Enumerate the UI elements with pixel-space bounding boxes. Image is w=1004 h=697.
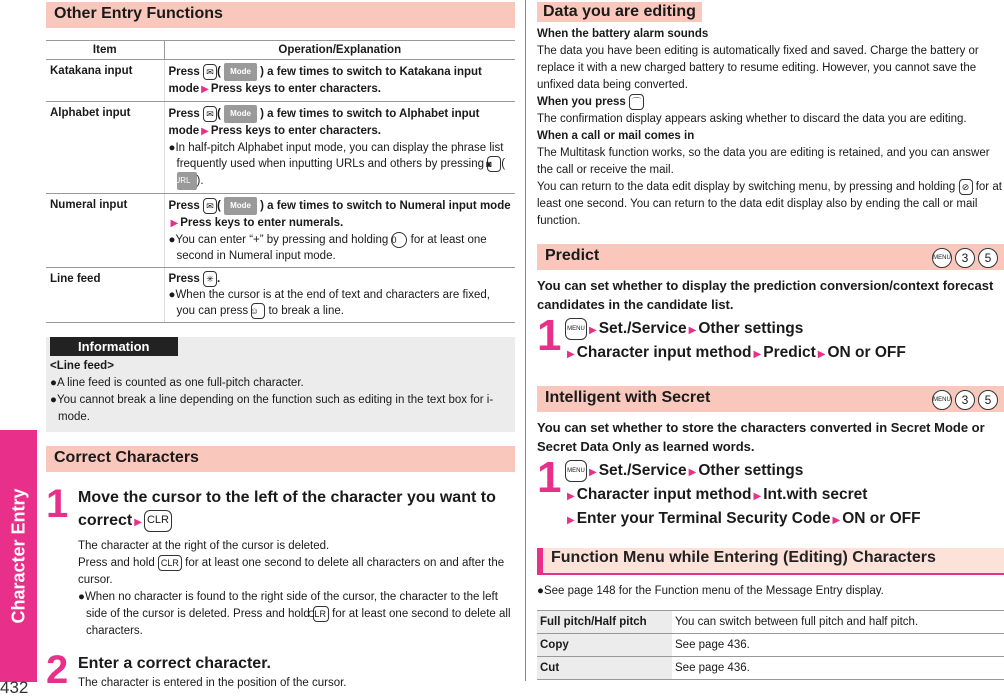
- op-text: Press: [168, 273, 204, 286]
- op-text: Press: [168, 108, 204, 121]
- star-key-icon: ✳: [203, 271, 217, 287]
- intelligent-description: You can set whether to store the characters converted in Secret Mode or Secret Data Only as learned words.: [537, 420, 985, 455]
- fm-value: You can switch between full pitch and half pitch.: [672, 611, 1004, 634]
- arrow-icon: ▶: [753, 491, 762, 503]
- step-title: [78, 486, 515, 534]
- column-divider: [525, 0, 526, 681]
- function-menu-header: Function Menu while Entering (Editing) Characters: [537, 548, 1004, 575]
- arrow-icon: ▶: [688, 325, 697, 337]
- mail-key-icon: ✉: [203, 106, 217, 122]
- step-title: Enter a correct character.: [78, 655, 271, 673]
- row-op: [164, 268, 515, 323]
- path-item: Set./Service: [598, 320, 687, 338]
- key-5-icon: 5: [978, 248, 998, 268]
- bullet-icon: ●: [50, 394, 57, 407]
- bullet-icon: ●: [168, 142, 176, 154]
- editing-text: The Multitask function works, so the data you are editing is retained, and you can answer the call or receive the mail.: [537, 147, 990, 177]
- enter-key-icon: ☺: [251, 303, 265, 319]
- table-header-row: [46, 41, 515, 60]
- op-text: ) a few times to switch to Numeral input mode: [256, 200, 511, 213]
- step-path: [565, 318, 1004, 366]
- bullet-note: [78, 589, 515, 640]
- step-number: 1: [46, 482, 69, 527]
- intelligent-header: [537, 386, 1004, 412]
- key-3-icon: 3: [955, 390, 975, 410]
- bullet-icon: ●: [50, 377, 57, 390]
- left-column: [46, 2, 515, 692]
- table-row: [46, 194, 515, 268]
- arrow-icon: ▶: [589, 325, 597, 337]
- op-text: (: [217, 200, 225, 213]
- editing-subhead: When the battery alarm sounds: [537, 28, 709, 40]
- other-entry-header: Other Entry Functions: [46, 2, 515, 28]
- step-body: [78, 538, 515, 640]
- side-tab-label: Character Entry: [8, 488, 28, 624]
- menu-key-icon: MENU: [565, 460, 587, 482]
- page-number: 432: [0, 678, 29, 697]
- path-item: Int.with secret: [763, 486, 868, 504]
- menu-sequence: [932, 390, 998, 410]
- mode-badge: Mode: [224, 105, 257, 123]
- step-number: 1: [537, 453, 562, 503]
- information-box: [46, 337, 515, 432]
- text: for at least one second. You can return to the data edit display also by ending the call or mail function.: [537, 181, 1002, 228]
- predict-description: You can set whether to display the prediction conversion/context forecast candidates in the candidate list.: [537, 278, 994, 313]
- row-item: Katakana input: [46, 60, 164, 102]
- op-text: (: [217, 108, 225, 121]
- fm-value: See page 436.: [672, 657, 1004, 680]
- clr-key-icon: CLR: [158, 555, 182, 571]
- note-text: ).: [196, 175, 204, 188]
- step-text: [78, 555, 515, 589]
- info-item: [50, 375, 509, 392]
- info-title: <Line feed>: [50, 360, 114, 373]
- info-text: You cannot break a line depending on the function such as editing in the text box for i-mode.: [56, 394, 494, 424]
- info-text: A line feed is counted as one full-pitch character.: [56, 377, 304, 390]
- arrow-icon: ▶: [817, 349, 826, 361]
- table-row: [46, 102, 515, 194]
- note-text: You can enter “+” by pressing and holding: [175, 234, 392, 247]
- note-text: When the cursor is at the end of text and characters are fixed, you can press: [175, 289, 490, 318]
- bullet-icon: ●: [168, 234, 176, 247]
- mail-key-icon: ✉: [203, 64, 217, 80]
- path-item: Predict: [763, 344, 816, 362]
- menu-key-icon: MENU: [565, 318, 587, 340]
- fm-key: Copy: [537, 634, 672, 657]
- bullet-icon: ●: [78, 591, 85, 604]
- row-op: [164, 60, 515, 102]
- path-item: Enter your Terminal Security Code: [576, 510, 831, 528]
- arrow-icon: ▶: [589, 467, 597, 479]
- arrow-icon: ▶: [567, 491, 575, 503]
- arrow-icon: ▶: [170, 218, 179, 230]
- editing-subhead: When a call or mail comes in: [537, 130, 695, 143]
- text: When no character is found to the right side of the cursor, the character to the left side of the cursor is deleted. Press and hold: [84, 591, 498, 621]
- op-text: (: [217, 66, 225, 79]
- menu-sequence: [932, 248, 998, 268]
- arrow-icon: ▶: [567, 515, 575, 527]
- arrow-icon: ▶: [201, 84, 209, 95]
- op-text: Press keys to enter characters.: [210, 125, 381, 137]
- clr-key-icon: CLR: [144, 510, 172, 532]
- row-item: Alphabet input: [46, 102, 164, 194]
- note-text: to break a line.: [265, 305, 344, 318]
- op-text: Press: [168, 66, 204, 79]
- side-tab-section: [0, 430, 37, 682]
- end-key-icon: ⌒: [629, 94, 644, 110]
- path-item: ON or OFF: [827, 344, 906, 362]
- table-row: [537, 634, 1004, 657]
- editing-text: [537, 179, 1004, 230]
- op-text: Press: [168, 200, 204, 213]
- menu-key-icon: MENU: [932, 390, 952, 410]
- clr-key-icon: CLR: [313, 606, 329, 622]
- menu-key-icon: MENU: [932, 248, 952, 268]
- editing-text: The confirmation display appears asking whether to discard the data you are editing.: [537, 113, 967, 126]
- right-column: [537, 2, 1004, 680]
- other-entry-table: [46, 40, 515, 323]
- editing-text: The data you have been editing is automatically fixed and saved. Charge the battery or replace it with a new charged battery to resume editing. However, you cannot save the unfixed data being converted.: [537, 45, 979, 91]
- bullet-icon: ●: [168, 289, 176, 302]
- path-item: Other settings: [698, 462, 804, 480]
- information-label: Information: [50, 337, 178, 356]
- text: You can return to the data edit display by switching menu, by pressing and holding: [537, 181, 959, 194]
- intelligent-title: Intelligent with Secret: [545, 389, 711, 407]
- path-item: ON or OFF: [842, 510, 921, 528]
- arrow-icon: ▶: [134, 517, 142, 529]
- predict-header: [537, 244, 1004, 270]
- arrow-icon: ▶: [753, 349, 762, 361]
- mail-key-icon: ✉: [203, 198, 217, 214]
- editing-header: Data you are editing: [537, 2, 702, 22]
- bullet-icon: ●: [537, 585, 544, 598]
- mode-badge: Mode: [224, 63, 257, 81]
- text: for at least one second to delete all characters.: [86, 608, 511, 638]
- op-text: ) a few times to switch to Alphabet input mode: [168, 108, 480, 137]
- step-title-text: Move the cursor to the left of the character you want to correct: [78, 489, 496, 530]
- text: Press and hold: [78, 557, 158, 570]
- path-item: Character input method: [576, 344, 752, 362]
- text: When you press: [537, 96, 630, 109]
- zero-key-icon: 0: [391, 232, 407, 248]
- table-row: [46, 60, 515, 102]
- row-op: [164, 102, 515, 194]
- row-item: Line feed: [46, 268, 164, 323]
- fm-key: Full pitch/Half pitch: [537, 611, 672, 634]
- note-text: See page 148 for the Function menu of the Message Entry display.: [543, 585, 884, 598]
- bullet-note: ●In half-pitch Alphabet input mode, you can display the phrase list frequently used when inputting URLs and others by pressing ◙ ( URL ).: [169, 140, 512, 190]
- step-1: [46, 482, 515, 640]
- step-number: 2: [46, 648, 69, 693]
- intelligent-step: [537, 453, 1004, 532]
- table-row: [46, 268, 515, 323]
- arrow-icon: ▶: [688, 467, 697, 479]
- col-op-header: Operation/Explanation: [164, 41, 515, 60]
- info-item: [50, 392, 509, 426]
- function-menu-note: [537, 583, 1004, 600]
- op-text: .: [217, 273, 221, 286]
- op-text: Press keys to enter numerals.: [180, 217, 344, 230]
- url-badge: URL: [177, 172, 197, 190]
- multitask-key-icon: ⊘: [959, 179, 973, 195]
- editing-subhead: [537, 94, 1004, 111]
- key-3-icon: 3: [955, 248, 975, 268]
- path-item: Character input method: [576, 486, 752, 504]
- row-item: Numeral input: [46, 194, 164, 268]
- fm-key: Cut: [537, 657, 672, 680]
- step-text: The character at the right of the cursor is deleted.: [78, 540, 330, 553]
- mode-badge: Mode: [224, 197, 257, 215]
- col-item-header: Item: [46, 41, 164, 60]
- path-item: Set./Service: [598, 462, 687, 480]
- op-text: ) a few times to switch to Katakana input mode: [168, 66, 482, 95]
- bullet-note: [169, 232, 512, 264]
- op-text: Press keys to enter characters.: [210, 83, 381, 95]
- arrow-icon: ▶: [201, 126, 209, 137]
- table-row: [537, 611, 1004, 634]
- fm-value: See page 436.: [672, 634, 1004, 657]
- bullet-note: [169, 287, 512, 319]
- arrow-icon: ▶: [832, 515, 841, 527]
- key-5-icon: 5: [978, 390, 998, 410]
- step-body: The character is entered in the position of the cursor.: [78, 677, 347, 690]
- camera-key-icon: ◙: [487, 156, 501, 172]
- text: for at least one second to delete all characters on and after the cursor.: [78, 557, 505, 587]
- step-2: [46, 648, 515, 693]
- arrow-icon: ▶: [567, 349, 575, 361]
- step-path: [565, 460, 1004, 532]
- function-menu-table: [537, 610, 1004, 680]
- correct-characters-header: Correct Characters: [46, 446, 515, 472]
- note-text: In half-pitch Alphabet input mode, you can display the phrase list frequently used when inputting URLs and others by pressing: [175, 142, 504, 171]
- table-row: [537, 657, 1004, 680]
- path-item: Other settings: [698, 320, 804, 338]
- note-text: for at least one second in Numeral input mode.: [176, 234, 487, 263]
- predict-step: [537, 311, 1004, 366]
- step-number: 1: [537, 311, 562, 361]
- row-op: [164, 194, 515, 268]
- predict-title: Predict: [545, 247, 600, 265]
